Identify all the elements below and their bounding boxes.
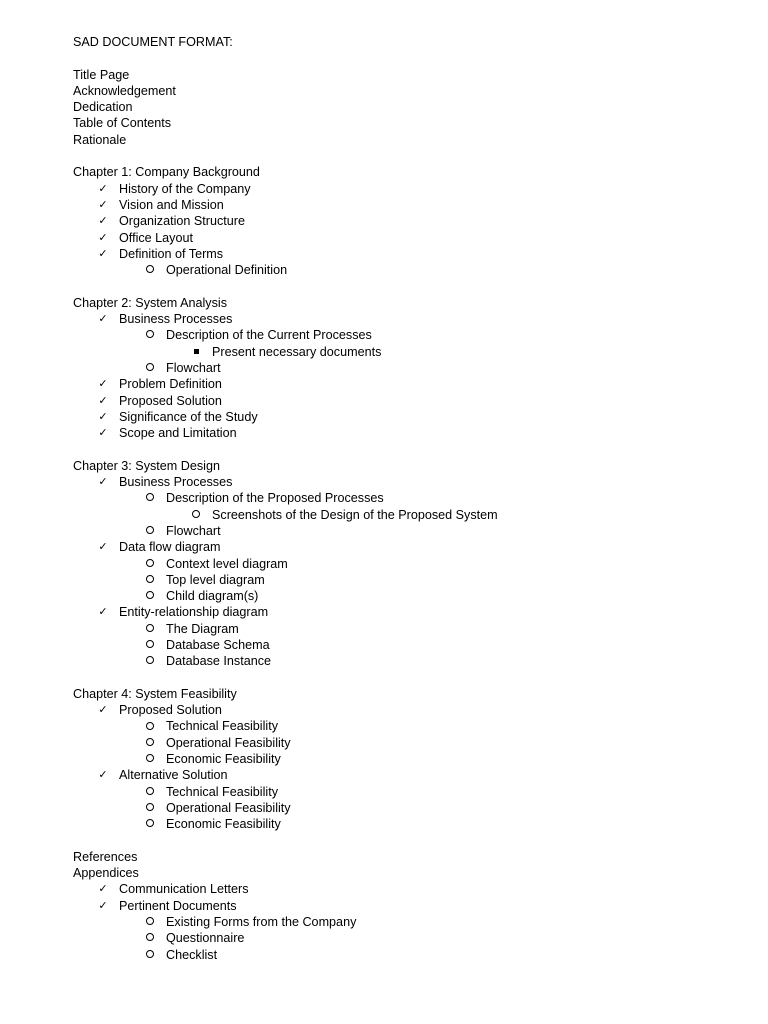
checkmark-icon: ✓ [98, 426, 108, 440]
chapter-title: Chapter 1: Company Background [73, 165, 260, 180]
list-subitem: Flowchart [73, 523, 733, 539]
list-item: ✓ Business Processes [73, 311, 733, 327]
list-subitem: Database Instance [73, 653, 733, 669]
list-item: ✓ Office Layout [73, 230, 733, 246]
circle-bullet-icon [143, 327, 157, 343]
checkmark-icon: ✓ [98, 898, 108, 912]
list-subitem: Top level diagram [73, 572, 733, 588]
circle-bullet-icon [143, 637, 157, 653]
checkmark-icon: ✓ [98, 409, 108, 423]
checkmark-icon: ✓ [98, 393, 108, 407]
front-matter-item: Dedication [73, 100, 133, 115]
list-subitem: Context level diagram [73, 556, 733, 572]
checkmark-icon: ✓ [98, 181, 108, 195]
circle-bullet-icon [143, 751, 157, 767]
checkmark-icon: ✓ [98, 377, 108, 391]
checkmark-icon: ✓ [98, 605, 108, 619]
document-body [73, 34, 733, 963]
references-heading: References [73, 849, 138, 864]
list-item: ✓ Communication Letters [73, 881, 733, 897]
list-subitem: Operational Feasibility [73, 735, 733, 751]
circle-bullet-icon [143, 572, 157, 588]
list-item: ✓ Business Processes [73, 474, 733, 490]
list-item: ✓ Alternative Solution [73, 767, 733, 783]
list-subitem: Operational Definition [73, 262, 733, 278]
checkmark-icon: ✓ [98, 214, 108, 228]
list-item: ✓ Vision and Mission [73, 197, 733, 213]
list-item: ✓ Entity-relationship diagram [73, 604, 733, 620]
checkmark-icon: ✓ [98, 882, 108, 896]
list-subitem: Description of the Current Processes [73, 327, 733, 343]
circle-bullet-icon [143, 947, 157, 963]
list-subitem: Questionnaire [73, 930, 733, 946]
front-matter-item: Rationale [73, 132, 127, 147]
chapter-title: Chapter 4: System Feasibility [73, 686, 237, 701]
list-subsubitem: Present necessary documents [73, 344, 733, 360]
document-heading: SAD DOCUMENT FORMAT: [73, 35, 233, 49]
list-subitem: Checklist [73, 947, 733, 963]
list-item: ✓ Organization Structure [73, 213, 733, 229]
circle-bullet-icon [143, 653, 157, 669]
list-subitem: Database Schema [73, 637, 733, 653]
list-subitem: Description of the Proposed Processes [73, 490, 733, 506]
chapter-title: Chapter 3: System Design [73, 458, 220, 473]
list-item: ✓ Problem Definition [73, 376, 733, 392]
list-subitem: Existing Forms from the Company [73, 914, 733, 930]
list-subitem: Flowchart [73, 360, 733, 376]
list-subsubitem: Screenshots of the Design of the Proposed System [73, 507, 733, 523]
checkmark-icon: ✓ [98, 312, 108, 326]
circle-bullet-icon [143, 816, 157, 832]
chapter-title: Chapter 2: System Analysis [73, 295, 227, 310]
circle-bullet-icon [143, 621, 157, 637]
circle-bullet-icon [143, 800, 157, 816]
square-bullet-icon [189, 344, 203, 360]
appendices-heading: Appendices [73, 866, 139, 881]
circle-bullet-icon [143, 262, 157, 278]
list-item: ✓ Pertinent Documents [73, 898, 733, 914]
checkmark-icon: ✓ [98, 540, 108, 554]
circle-bullet-icon [143, 784, 157, 800]
list-item: ✓ Proposed Solution [73, 393, 733, 409]
list-subitem: Economic Feasibility [73, 816, 733, 832]
list-item: ✓ Significance of the Study [73, 409, 733, 425]
list-subitem: Technical Feasibility [73, 784, 733, 800]
circle-bullet-icon [143, 718, 157, 734]
list-item: ✓ History of the Company [73, 181, 733, 197]
checkmark-icon: ✓ [98, 703, 108, 717]
list-subitem: Operational Feasibility [73, 800, 733, 816]
list-item: ✓ Definition of Terms [73, 246, 733, 262]
circle-bullet-icon [143, 914, 157, 930]
front-matter-item: Title Page [73, 67, 130, 82]
list-item: ✓ Proposed Solution [73, 702, 733, 718]
checkmark-icon: ✓ [98, 475, 108, 489]
list-item: ✓ Scope and Limitation [73, 425, 733, 441]
circle-bullet-icon [143, 588, 157, 604]
circle-bullet-icon [143, 523, 157, 539]
list-subitem: Economic Feasibility [73, 751, 733, 767]
checkmark-icon: ✓ [98, 197, 108, 211]
list-subitem: Technical Feasibility [73, 718, 733, 734]
circle-bullet-icon [143, 360, 157, 376]
front-matter-item: Acknowledgement [73, 83, 176, 98]
circle-bullet-icon [143, 490, 157, 506]
circle-bullet-icon [143, 930, 157, 946]
list-subitem: The Diagram [73, 621, 733, 637]
checkmark-icon: ✓ [98, 246, 108, 260]
circle-bullet-icon [189, 507, 203, 523]
list-subitem: Child diagram(s) [73, 588, 733, 604]
checkmark-icon: ✓ [98, 230, 108, 244]
circle-bullet-icon [143, 556, 157, 572]
list-item: ✓ Data flow diagram [73, 539, 733, 555]
circle-bullet-icon [143, 735, 157, 751]
checkmark-icon: ✓ [98, 768, 108, 782]
front-matter-item: Table of Contents [73, 116, 172, 131]
